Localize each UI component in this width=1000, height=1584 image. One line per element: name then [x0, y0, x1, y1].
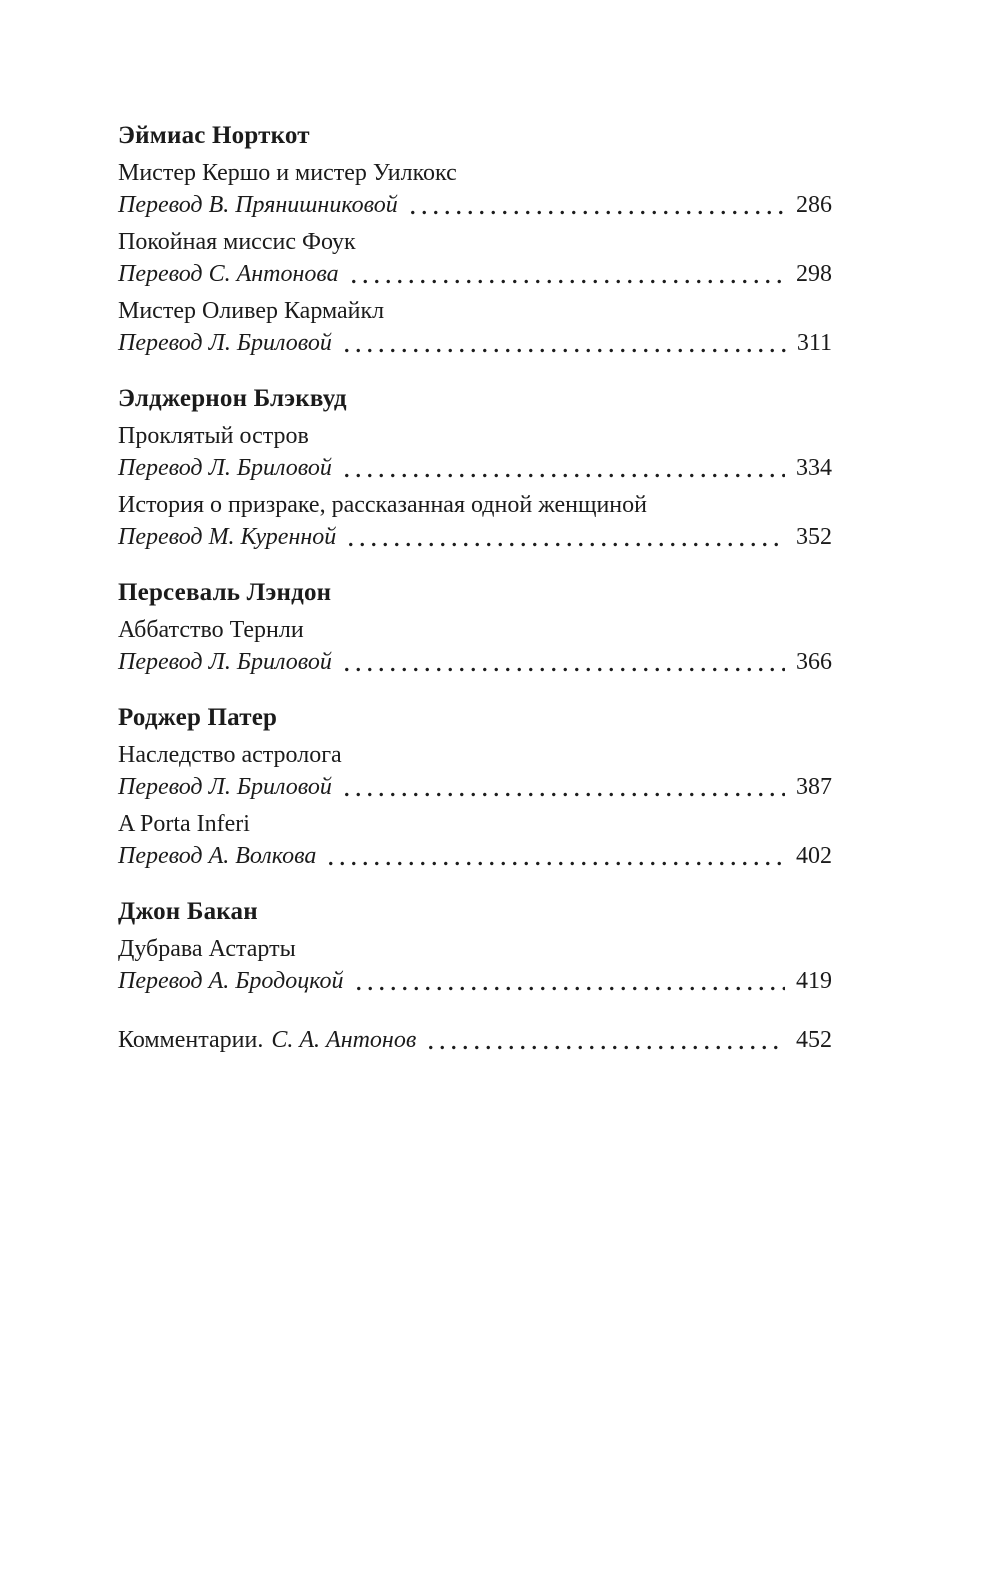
toc-entry [118, 933, 832, 997]
toc-leader-row [118, 521, 832, 553]
page-number: 352 [796, 524, 832, 550]
page-number: 419 [796, 968, 832, 994]
toc-leader-row [118, 327, 832, 359]
toc-leader-row [118, 840, 832, 872]
dot-leader [341, 327, 786, 359]
translator-credit: Перевод В. Прянишниковой [118, 192, 398, 218]
translator-credit: Перевод Л. Бриловой [118, 330, 332, 356]
toc-leader-row [118, 646, 832, 678]
comments-entry [118, 1024, 832, 1056]
story-title: Дубрава Астарты [118, 936, 296, 962]
translator-credit: Перевод Л. Бриловой [118, 774, 332, 800]
story-title: Мистер Оливер Кармайкл [118, 298, 385, 324]
page-number: 387 [796, 774, 832, 800]
toc-entry [118, 226, 832, 290]
story-title: Мистер Кершо и мистер Уилкокс [118, 160, 457, 186]
story-title: Аббатство Тернли [118, 617, 304, 643]
translator-credit: Перевод М. Куренной [118, 524, 337, 550]
toc-leader-row [118, 258, 832, 290]
page-number: 366 [796, 649, 832, 675]
story-title: Покойная миссис Фоук [118, 229, 356, 255]
translator-credit: Перевод С. Антонова [118, 261, 339, 287]
dot-leader [325, 840, 785, 872]
toc-section-landon [118, 577, 832, 678]
translator-credit: Перевод Л. Бриловой [118, 455, 332, 481]
page-number: 311 [796, 330, 832, 356]
dot-leader [341, 771, 785, 803]
toc-entry [118, 808, 832, 872]
author-heading: Элджернон Блэквуд [118, 385, 347, 412]
author-heading: Роджер Патер [118, 704, 278, 731]
toc-entry [118, 614, 832, 678]
story-title: Проклятый остров [118, 423, 309, 449]
page-number: 286 [796, 192, 832, 218]
story-title: A Porta Inferi [118, 811, 250, 837]
author-heading: Персеваль Лэндон [118, 579, 332, 606]
toc-section-northcote [118, 120, 832, 359]
page-number: 452 [796, 1027, 832, 1053]
comments-label: Комментарии. [118, 1027, 264, 1053]
toc-section-buchan [118, 896, 832, 997]
page-number: 402 [796, 843, 832, 869]
toc-entry [118, 489, 832, 553]
translator-credit: Перевод А. Волкова [118, 843, 317, 869]
toc-leader-row [118, 189, 832, 221]
toc-entry [118, 420, 832, 484]
dot-leader [341, 452, 785, 484]
toc-leader-row [118, 771, 832, 803]
toc-entry [118, 295, 832, 359]
translator-credit: Перевод А. Бродоцкой [118, 968, 344, 994]
page-number: 298 [796, 261, 832, 287]
author-heading: Эймиас Норткот [118, 122, 310, 149]
toc-section-blackwood [118, 383, 832, 553]
toc-leader-row [118, 452, 832, 484]
dot-leader [348, 258, 785, 290]
translator-credit: Перевод Л. Бриловой [118, 649, 332, 675]
author-heading: Джон Бакан [118, 898, 258, 925]
comments-author: С. А. Антонов [271, 1027, 417, 1053]
dot-leader [353, 965, 785, 997]
dot-leader [425, 1024, 785, 1056]
toc-entry [118, 739, 832, 803]
dot-leader [345, 521, 785, 553]
story-title: История о призраке, рассказанная одной женщиной [118, 492, 647, 518]
page-number: 334 [796, 455, 832, 481]
dot-leader [407, 189, 785, 221]
toc-entry [118, 157, 832, 221]
toc-section-pater [118, 702, 832, 872]
story-title: Наследство астролога [118, 742, 342, 768]
dot-leader [341, 646, 785, 678]
toc-leader-row [118, 965, 832, 997]
